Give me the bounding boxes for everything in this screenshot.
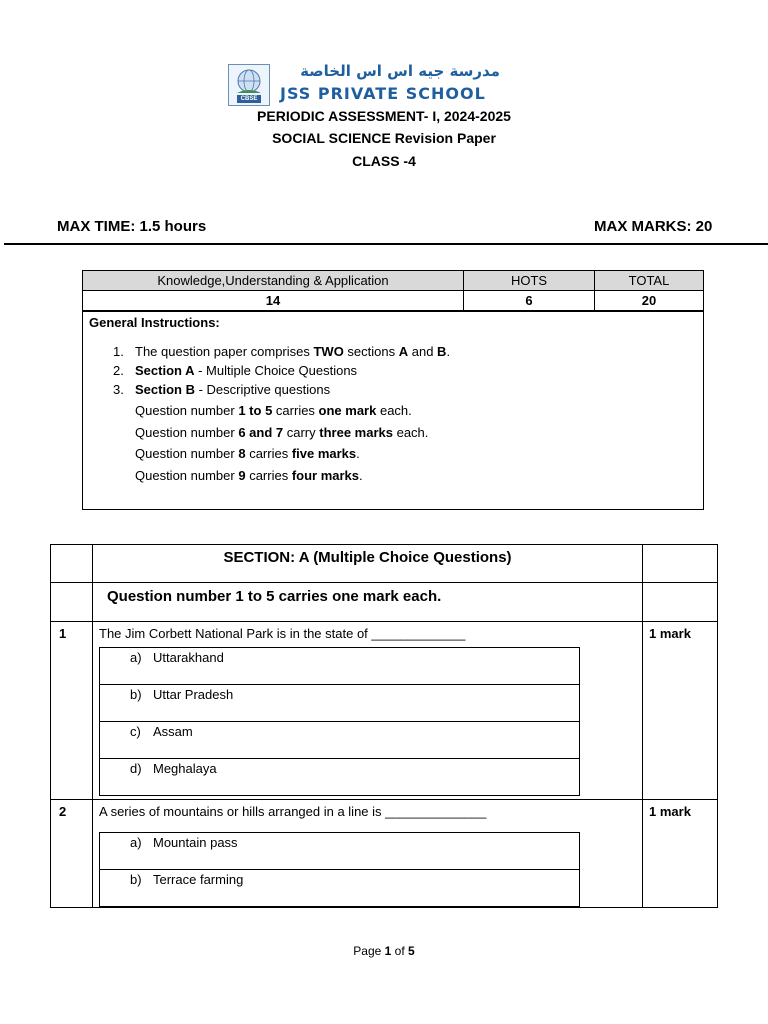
list-item: Question number 9 carries four marks. (135, 467, 363, 483)
option-c[interactable]: c) Assam (100, 722, 580, 759)
table-row (51, 545, 718, 583)
option-b[interactable]: b) Terrace farming (100, 870, 580, 907)
list-item: 3. Section B - Descriptive questions (113, 382, 331, 397)
header-cell: TOTAL (595, 271, 704, 291)
question-number: 1 (51, 622, 93, 800)
question-cell (93, 800, 643, 908)
header-divider (4, 243, 768, 245)
question-cell (93, 622, 643, 800)
school-name: JSS PRIVATE SCHOOL (280, 84, 486, 103)
max-time: MAX TIME: 1.5 hours (57, 218, 207, 235)
instructions-box (82, 311, 704, 510)
table-row (51, 583, 718, 622)
section-a-table (50, 544, 718, 908)
question-row (51, 800, 718, 908)
table-cell: 6 (464, 291, 595, 311)
table-cell: 14 (83, 291, 464, 311)
list-item: Question number 6 and 7 carry three marks each. (135, 424, 429, 440)
option-d[interactable]: d) Meghalaya (100, 759, 580, 796)
option-a[interactable]: a) Mountain pass (100, 833, 580, 870)
options-list (99, 647, 580, 796)
marks-instructions (135, 400, 428, 486)
option-a[interactable]: a) Uttarakhand (100, 648, 580, 685)
max-marks: MAX MARKS: 20 (594, 218, 713, 235)
table-header-row (83, 271, 704, 291)
subject-title: SOCIAL SCIENCE Revision Paper (272, 130, 496, 146)
school-logo (228, 64, 528, 106)
question-text: The Jim Corbett National Park is in the state of _____________ (99, 626, 466, 641)
table-cell: 20 (595, 291, 704, 311)
list-item: 1. The question paper comprises TWO sections A and B. (113, 344, 451, 359)
option-b[interactable]: b) Uttar Pradesh (100, 685, 580, 722)
list-item: Question number 8 carries five marks. (135, 446, 360, 462)
cbse-badge: CBSE (237, 95, 261, 103)
marks-distribution-table (82, 270, 704, 311)
header-cell: Knowledge,Understanding & Application (83, 271, 464, 291)
question-text: A series of mountains or hills arranged in a line is ______________ (99, 804, 487, 819)
instructions-list (113, 342, 450, 399)
question-row (51, 622, 718, 800)
list-item: Question number 1 to 5 carries one mark each. (135, 403, 412, 418)
school-name-arabic: مدرسة جيه اس اس الخاصة (300, 62, 500, 80)
list-item: 2. Section A - Multiple Choice Questions (113, 363, 358, 378)
page-number: Page 1 of 5 (353, 944, 415, 958)
table-row (83, 291, 704, 311)
assessment-title: PERIODIC ASSESSMENT- I, 2024-2025 (257, 108, 511, 124)
section-subtitle: Question number 1 to 5 carries one mark each. (93, 583, 643, 622)
question-marks: 1 mark (643, 622, 718, 800)
globe-emblem-icon (228, 64, 270, 106)
class-title: CLASS -4 (352, 153, 416, 169)
header-cell: HOTS (464, 271, 595, 291)
section-title: SECTION: A (Multiple Choice Questions) (93, 545, 643, 583)
question-number: 2 (51, 800, 93, 908)
options-list (99, 832, 580, 907)
question-marks: 1 mark (643, 800, 718, 908)
instructions-title: General Instructions: (89, 315, 220, 330)
